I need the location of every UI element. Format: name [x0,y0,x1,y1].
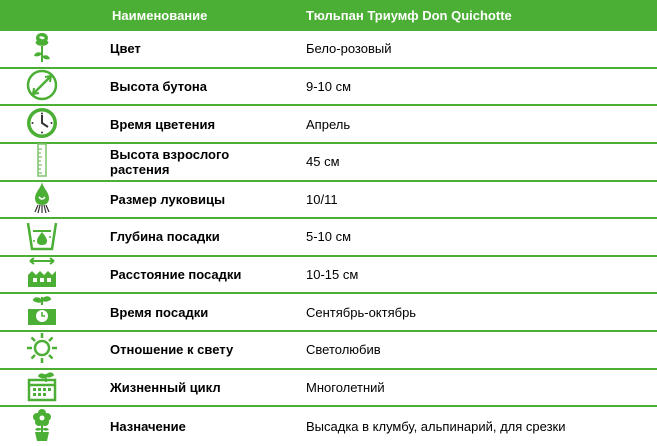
table-header [0,0,657,31]
row-label: Высота взрослого растения [110,146,230,177]
bulb-icon [24,180,60,219]
header-name-column: Наименование [112,8,208,23]
row-label: Назначение [110,419,186,435]
row-label: Время цветения [110,116,216,132]
table-row [0,106,657,144]
rose-icon [24,29,60,68]
row-value: Апрель [306,116,351,132]
spacing-icon [24,255,60,294]
row-label: Отношение к свету [110,342,234,358]
row-value: 5-10 см [306,229,352,245]
potted-flower-icon [24,407,60,446]
table-row [0,182,657,220]
row-label: Цвет [110,41,141,57]
table-row [0,69,657,107]
row-label: Жизненный цикл [110,379,221,395]
table-row [0,257,657,295]
calendar-sprout-icon [24,368,60,407]
clock-icon [24,105,60,144]
ruler-icon [24,142,60,181]
row-value: 45 см [306,154,340,170]
row-value: 10/11 [306,191,338,207]
row-value: Бело-розовый [306,41,392,57]
row-value: Сентябрь-октябрь [306,304,417,320]
table-row [0,219,657,257]
table-row [0,407,657,446]
diameter-icon [24,67,60,106]
row-label: Глубина посадки [110,229,220,245]
row-label: Размер луковицы [110,191,226,207]
sun-icon [24,330,60,369]
table-row [0,294,657,332]
row-value: Многолетний [306,379,385,395]
table-row [0,332,657,370]
header-value-column: Тюльпан Триумф Don Quichotte [306,8,512,23]
row-label: Время посадки [110,304,209,320]
planting-time-icon [24,293,60,332]
row-value: Светолюбив [306,342,381,358]
row-label: Высота бутона [110,78,208,94]
table-row [0,370,657,408]
table-row [0,144,657,182]
row-value: 9-10 см [306,78,352,94]
row-value: 10-15 см [306,267,359,283]
planting-depth-icon [24,217,60,256]
table-row [0,31,657,69]
row-label: Расстояние посадки [110,267,242,283]
row-value: Высадка в клумбу, альпинарий, для срезки [306,419,566,435]
